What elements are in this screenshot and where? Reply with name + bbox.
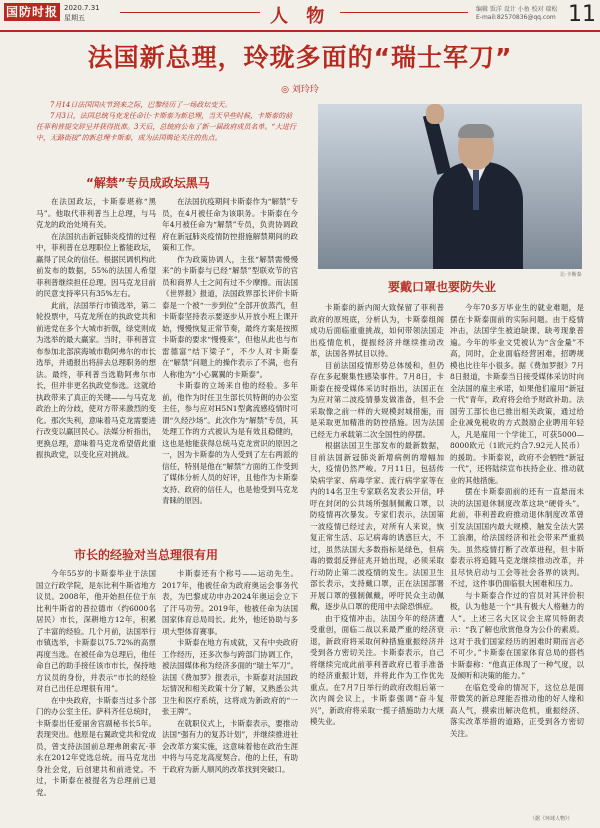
body-paragraph: 今年70多万毕业生的就业难题，是摆在卡斯泰面前的实际问题。由于疫情冲击，法国学生被迫缺课、缺考现象普遍。今年的毕业文凭被认为“含金量”不高，同时，企业面临经营困难，招聘规模也比往年小很多。据《费加罗报》7月8日报道，卡斯泰当日接受媒体采访时向全法国的雇主承诺，如果他们雇用“新冠一代”青年，政府将会给予财政补助。法国劳工部长也已推出相关政策，通过给企业减免税收的方式鼓励企业聘用年轻人，凡是雇用一个学徒工，可获5000—8000欧元（1欧元约合7.92元人民币）的援助。卡斯泰说，政府不会牺牲“新冠一代”，还将陆续宣布扶持企业、推动就业的其他措施。 xyxy=(450,303,584,485)
text-column-2 xyxy=(162,196,298,540)
editor-credits xyxy=(476,6,558,22)
body-paragraph: 在法国抗疫期间卡斯泰作为“解禁”专员，在4月被任命为该职务。卡斯泰在今年4月被任命为“解禁”专员，负责协调政府在新冠肺炎疫情防控措施解禁期间的政策和工作。 xyxy=(162,197,298,252)
body-paragraph: 由于疫情冲击，法国今年的经济遭受重创，面临二战以来最严重的经济衰退，新政府将采取何种措施重振经济并受到各方密切关注。卡斯泰表示，自己将继续完成此前菲利普政府已着手准备的经济重振计划，并将此作为工作优先重点。在7月7日举行的政府改组后第一次内阁会议上，卡斯泰强调“奋斗复兴”，新政府将采取一揽子措施助力大规模失业。 xyxy=(310,613,444,726)
text-column-6 xyxy=(450,302,584,814)
issue-weekday: 星期五 xyxy=(64,14,85,22)
source-note: （据《环球人物》） xyxy=(530,816,573,822)
newspaper-logo: 国防时报 xyxy=(5,5,58,19)
lead-paragraph: 7月14日法国国庆节到来之际，巴黎经历了一场政坛变天。 xyxy=(50,101,232,109)
article-headline: 法国新总理，玲珑多面的“瑞士军刀” xyxy=(87,43,513,72)
section-title: 人 物 xyxy=(270,6,331,27)
section-heading: 要戴口罩也要防失业 xyxy=(388,280,497,294)
body-paragraph: 卡斯泰的新内阁大致保留了菲利普政府的原班底，分析认为，卡斯泰组阁成功后面临重重挑战，如何带领法国走出疫情危机，提振经济并继续推动改革，法国各界拭目以待。 xyxy=(310,303,444,358)
page-header xyxy=(0,0,600,32)
text-column-5 xyxy=(310,302,444,814)
photo-credit: 让·卡斯泰 xyxy=(560,272,582,278)
section-rule-right xyxy=(340,12,468,13)
body-paragraph: 此前，法国举行市镇选举，第二轮投票中，马克龙所在的执政党共和前进党在多个大城市折戟，绿党则成为选举的最大赢家。当时，菲利普宣布参加北部滨海城市勒阿弗尔的市长选举，并通报出将辞去总理职务的想法。最终，菲利普当选勒阿弗尔市长，但并非更名执政党参选。这就给执政带来了真正的关键——与马克龙政治上的分歧，使对方带来激烈的变化。那次失利，意味着马克龙需要进行改变以赢回民心。法媒分析指出，更换总理，意味着马克龙希望借此重振执政党，以变化应对挑战。 xyxy=(36,300,156,459)
body-paragraph: 卡斯泰在地方有成就，又有中央政府工作经历，还多次参与跨部门协调工作，被法国媒体称为经济多面的“瑞士军刀”。法国《费加罗》报表示，卡斯泰对法国政坛情况和相关政策十分了解，又熟悉公共卫生和医疗系统，这将成为新政府的“一张王牌”。 xyxy=(162,638,298,716)
section-heading: 市长的经验对当总理很有用 xyxy=(74,548,219,562)
text-column-1 xyxy=(36,196,156,540)
body-paragraph: 目前法国疫情形势总体缓和，但仍存在多起聚集性感染事件。7月8日，卡斯泰在接受媒体采访时指出，法国正在为应对第二波疫情暴发做准备，但不会采取像之前一样的大规模封城措施，而是采取更加精准的防控措施。因为法国已经无力承载第二次全国性的停摆。 xyxy=(310,360,444,439)
body-paragraph: 在法国政坛，卡斯泰堪称“黑马”。他取代菲利普当上总理，与马克龙的政治处境有关。 xyxy=(36,197,156,229)
section-heading: “解禁”专员成政坛黑马 xyxy=(86,176,210,190)
editor-email: E-mail:82570836@qq.com xyxy=(476,14,556,21)
body-paragraph: 卡斯泰的立场来自他的经验。多年前，他作为时任卫生部长贝特朗的办公室主任，参与应对H5N1型禽流感疫情时可谓“久经沙场”。此次作为“解禁”专员，其处理工作的方式被认为是有效且稳健的，这也是他能获得总统马克龙赏识的原因之一，因为卡斯泰的为人受到了左右两派的信任，特别是他在“解禁”方面的工作受到了媒体分析人员的好评，且他作为卡斯泰支持、政府的信任人，也是他受到马克龙青睐的原因。 xyxy=(162,381,298,505)
editor-names: 编辑 饭洋 设计 小鱼 校对 瑞松 xyxy=(476,6,558,13)
body-paragraph: 与卡斯泰合作过的官员对其评价积极，认为他是一个“具有极大人格魅力的人”。上述三名大区议会主席贝特朗表示：“我了解也欣赏他身为公仆的素质。这对于我们国家经历的困难时期而言必不可少。”卡斯泰在国家体育总局的搭档卡斯泰称：“他真正体现了一种气度，以及倾听和决策的能力。” xyxy=(450,590,584,680)
body-paragraph: 摆在卡斯泰面前的还有一直悬而未决的法国退休制度改革这块“硬骨头”。此前，菲利普政府推动退休制度改革曾引发法国国内最大规模、触发全法大罢工浪潮，给法国经济和社会带来严重损失。虽然疫情打断了改革进程，但卡斯泰表示将追随马克龙继续推动改革，并且尽快启动与工会等社会各界的谈判。不过，这件事仍面临很大困难和压力。 xyxy=(450,487,584,588)
photo-waving-hand xyxy=(426,104,444,124)
body-paragraph: 在临危受命的情况下，这位总是面带微笑的新总理能否推动他的好人缘和高人气，摸索出解决危机，重振经济、落实改革举措的道路，正受到各方密切关注。 xyxy=(450,682,584,738)
body-paragraph: 在法国抗击新冠肺炎疫情的过程中，菲利普在总理职位上蓄能政坛，赢得了民众的信任。根据民调机构此前发布的数据，55%的法国人希望菲利普继续担任总理。因马克龙目前的民意支持率只有35%左右。 xyxy=(36,231,156,298)
page-number: 11 xyxy=(568,2,596,27)
body-paragraph: 今年55岁的卡斯泰毕业于法国国立行政学院，是东比利牛斯省地方议员。2008年，他开始担任位于东比利牛斯省的普拉德市（约6000名居民）市长，深耕地方12年，积累了丰富的经验。几个月前，法国举行市镇选举，卡斯泰以75.72%的高票再度当选。在被任命为总理后，他任命自己的助手接任该市市长，保持地方议员的身份，并表示“市长的经验对自己出任总理很有用”。 xyxy=(36,569,156,693)
issue-date: 2020.7.31 xyxy=(64,4,100,12)
prime-minister-photo xyxy=(318,104,582,269)
article-byline: ◎ 刘玲玲 xyxy=(281,85,319,95)
photo-tie xyxy=(473,170,479,210)
lead-paragraph: 7月3日，法国总统马克龙任命让·卡斯泰为新总理，当天早些时候，卡斯泰的前任菲利普提交辞呈并获得批准。3天后，总统府公布了新一届政府成员名单。“大进行中，无路街接”的新总理卡斯泰，成为法国舆论关注的焦点。 xyxy=(36,112,297,142)
section-rule-left xyxy=(120,12,260,13)
photo-hair xyxy=(458,124,494,138)
article-lead xyxy=(36,100,298,144)
body-paragraph: 作为政策协调人，主张“解禁需慢慢来”的卡斯泰与已经“解禁”型联欢节的官员和商界人士之间有过不少摩擦。而法国《世界报》报道，法国政界部长评价卡斯泰是一个被“一步到位”全部开放蒸汽，但卡斯泰坚持表示要逐步从开放小班上课开始，慢慢恢复正常节奏，最终方案是按照卡斯泰的要求“慢慢来”，但他从此也与布雷德富“结下梁子”，不少人对卡斯泰在“解禁”问题上的操作表示了不满，也有人称他为“小心翼翼的卡斯泰”。 xyxy=(162,254,298,379)
body-paragraph: 根据法国卫生部发布的最新数据，目前法国新冠肺炎新增病例的增幅加大，疫情仍然严峻。7月11日，包括传染病学家、病毒学家、流行病学家等在内的14名卫生专家联名发表公开信，呼吁在封闭的公共场所强制佩戴口罩，以防疫情再次暴发。专家们表示，法国第一波疫情已经过去，对所有人来说，恢复正常生活、忘记病毒的诱惑巨大，不过，虽然法国大多数指标是绿色，但病毒的微弱反弹征兆开始出现，必须采取行动防止第二波疫情的发生。法国卫生部长表示，支持戴口罩，正在法国部署开展口罩的强制佩戴，呼吁民众主动佩戴，逐步从口罩的使用中去除恐惧症。 xyxy=(310,441,444,611)
text-column-3 xyxy=(36,568,156,818)
body-paragraph: 卡斯泰还有个称号——运动先生。2017年，他被任命为政府奥运会事务代表，为巴黎成功申办2024年奥运会立下了汗马功劳。2019年，他被任命为法国国家体育总局局长。此外，他还协助与多项大型体育赛事。 xyxy=(162,569,298,636)
text-column-4 xyxy=(162,568,298,818)
body-paragraph: 在中央政府，卡斯泰当过多个部门的办公室主任。萨科齐任总统时，卡斯泰出任爱丽舍宫副秘书长5年。表现突出。他原是右翼政党共和党成员，曾支持法国前总理弗朗索瓦·菲永在2012年党选总统。而马克龙出身社会党，后创建共和前进党。不过，卡斯泰在被提名为总理前已退党。 xyxy=(36,695,156,797)
body-paragraph: 在就职仪式上，卡斯泰表示，要推动法国“强有力的复苏计划”，并继续推进社会改革方案实施，这意味着他在政治生涯中将与马克龙高度契合。他的上任，有助于政府为新人顺风的改革找到突破口。 xyxy=(162,718,298,774)
issue-date-block xyxy=(64,3,100,23)
